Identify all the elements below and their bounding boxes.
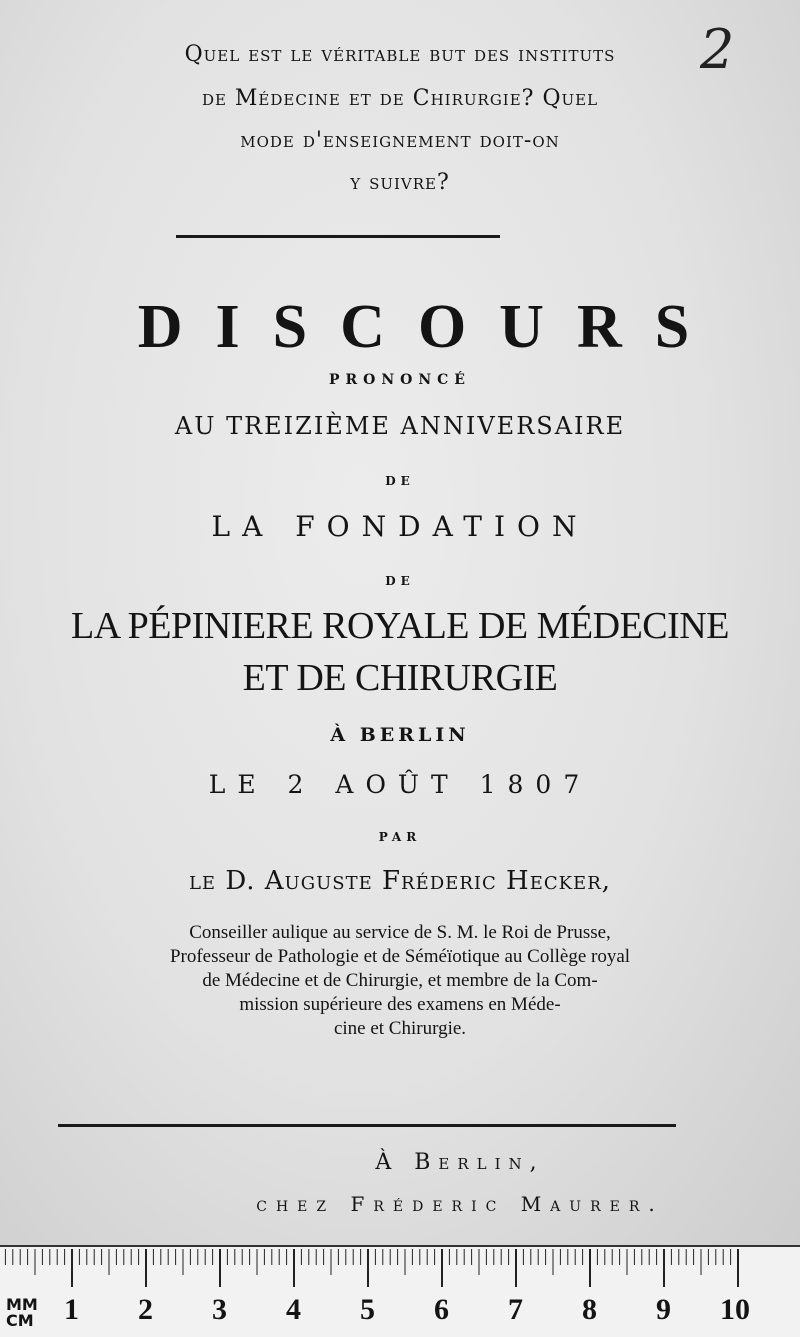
question-line-1: Quel est le véritable but des instituts xyxy=(184,42,616,67)
description-line-3: de Médecine et de Chirurgie, et membre de la Com- xyxy=(202,970,598,991)
ruler-number: 6 xyxy=(434,1293,449,1326)
de-label-1: DE xyxy=(385,474,415,488)
question-line-3: mode d'enseignement doit-on xyxy=(240,128,560,153)
anniversary-line: AU TREIZIÈME ANNIVERSAIRE xyxy=(174,412,626,440)
by-label: PAR xyxy=(378,830,422,844)
bottom-divider xyxy=(58,1124,676,1127)
imprint-publisher: chez Fréderic Maurer. xyxy=(256,1192,664,1216)
top-divider xyxy=(176,235,500,238)
description-line-4: mission supérieure des examens en Méde- xyxy=(239,994,561,1015)
institution-line-1: LA PÉPINIERE ROYALE DE MÉDECINE xyxy=(71,605,729,647)
ruler-number: 7 xyxy=(508,1293,523,1326)
author-line: le D. Auguste Fréderic Hecker, xyxy=(188,866,612,896)
fondation-line: LA FONDATION xyxy=(211,510,589,543)
question-line-2: de Médecine et de Chirurgie? Quel xyxy=(201,86,599,111)
description-line-2: Professeur de Pathologie et de Séméïotique au Collège royal xyxy=(169,946,631,967)
question-line-4: y suivre? xyxy=(350,170,450,195)
measuring-ruler xyxy=(0,1245,800,1337)
ruler-unit-cm: CM xyxy=(6,1311,34,1330)
date-line: LE 2 AOÛT 1807 xyxy=(208,770,592,799)
ruler-number: 4 xyxy=(286,1293,301,1326)
institution-line-2: ET DE CHIRURGIE xyxy=(242,657,558,699)
pronounced-label: PRONONCÉ xyxy=(329,372,471,388)
ruler-number: 3 xyxy=(212,1293,227,1326)
ruler-number: 8 xyxy=(582,1293,597,1326)
description-line-5: cine et Chirurgie. xyxy=(333,1018,467,1039)
de-label-2: DE xyxy=(385,574,415,588)
imprint-city: À Berlin, xyxy=(375,1150,545,1175)
ruler-number: 2 xyxy=(138,1293,153,1326)
ruler-ticks xyxy=(0,1247,800,1337)
handwritten-page-number: 2 xyxy=(700,18,735,81)
description-line-1: Conseiller aulique au service de S. M. le Roi de Prusse, xyxy=(189,922,611,943)
ruler-unit-mm: MM xyxy=(6,1295,38,1314)
main-title: DISCOURS xyxy=(137,293,723,361)
ruler-number: 9 xyxy=(656,1293,671,1326)
ruler-number: 10 xyxy=(720,1293,750,1326)
city-line: À BERLIN xyxy=(330,724,470,746)
ruler-number: 1 xyxy=(64,1293,79,1326)
ruler-number: 5 xyxy=(360,1293,375,1326)
